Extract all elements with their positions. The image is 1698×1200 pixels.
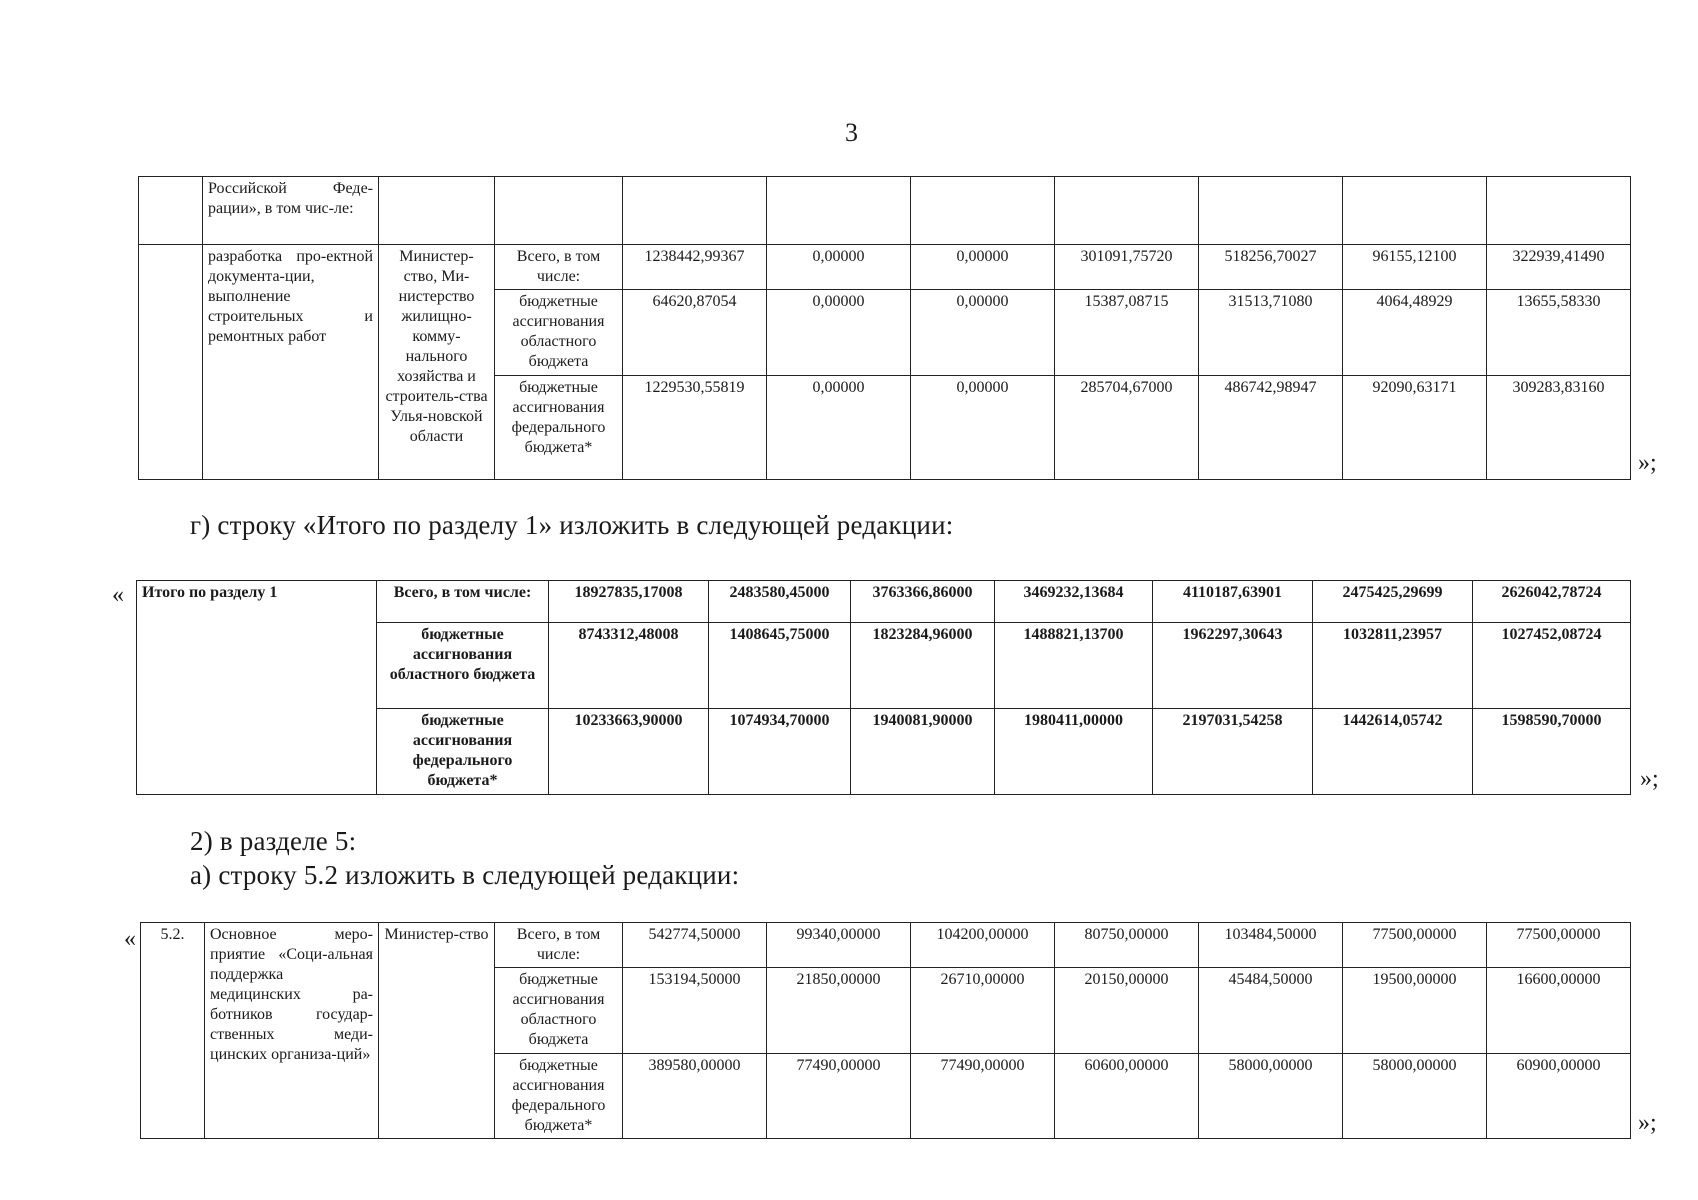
value-cell: 19500,00000: [1343, 968, 1487, 1054]
value-cell: 1940081,90000: [851, 709, 995, 795]
value-cell: 0,00000: [911, 376, 1055, 480]
value-cell: 0,00000: [767, 290, 911, 376]
paragraph-2: 2) в разделе 5:: [190, 826, 357, 856]
table-section1-row: [138, 176, 1631, 480]
paragraph-g: г) строку «Итого по разделу 1» изложить в следующей редакции:: [190, 510, 954, 540]
value-cell: 1408645,75000: [709, 623, 851, 709]
value-cell: 104200,00000: [911, 923, 1055, 968]
category-cell: бюджетные ассигнования областного бюджета: [495, 968, 623, 1054]
value-cell: 20150,00000: [1055, 968, 1199, 1054]
value-cell: 77500,00000: [1487, 923, 1631, 968]
row-name-top: Российской Феде-рации», в том чис-ле:: [203, 177, 379, 245]
value-cell: 103484,50000: [1199, 923, 1343, 968]
value-cell: 45484,50000: [1199, 968, 1343, 1054]
table-section1-total: [136, 580, 1631, 795]
closing-quote: »;: [1640, 766, 1659, 792]
value-cell: 542774,50000: [623, 923, 767, 968]
table-row: [137, 581, 1631, 623]
value-cell: 1032811,23957: [1313, 623, 1473, 709]
executor: Министер-ство, Ми-нистерство жилищно-комму-нального хозяйства и строитель-ства Улья-новской области: [379, 245, 495, 480]
value-cell: 31513,71080: [1199, 290, 1343, 376]
category-cell: Всего, в том числе:: [377, 581, 549, 623]
category-cell: Всего, в том числе:: [495, 245, 623, 290]
value-cell: 4110187,63901: [1153, 581, 1313, 623]
table-row: [141, 923, 1631, 968]
value-cell: 301091,75720: [1055, 245, 1199, 290]
value-cell: 1238442,99367: [623, 245, 767, 290]
value-cell: 285704,67000: [1055, 376, 1199, 480]
value-cell: 309283,83160: [1487, 376, 1631, 480]
closing-quote: »;: [1638, 450, 1657, 476]
value-cell: 486742,98947: [1199, 376, 1343, 480]
value-cell: 13655,58330: [1487, 290, 1631, 376]
total-name: Итого по разделу 1: [137, 581, 377, 795]
row-name: Основное меро-приятие «Соци-альная поддержка медицинских ра-ботников государ-ственных меди-цинских организа-ций»: [205, 923, 379, 1139]
value-cell: 389580,00000: [623, 1054, 767, 1139]
value-cell: 21850,00000: [767, 968, 911, 1054]
value-cell: 96155,12100: [1343, 245, 1487, 290]
value-cell: 99340,00000: [767, 923, 911, 968]
category-cell: Всего, в том числе:: [495, 923, 623, 968]
value-cell: 92090,63171: [1343, 376, 1487, 480]
value-cell: 0,00000: [911, 290, 1055, 376]
value-cell: 15387,08715: [1055, 290, 1199, 376]
category-cell: бюджетные ассигнования федерального бюджета*: [495, 376, 623, 480]
page-number: 3: [845, 118, 858, 147]
closing-quote: »;: [1638, 1110, 1657, 1136]
value-cell: 1442614,05742: [1313, 709, 1473, 795]
value-cell: 0,00000: [911, 245, 1055, 290]
value-cell: 518256,70027: [1199, 245, 1343, 290]
value-cell: 80750,00000: [1055, 923, 1199, 968]
value-cell: 77490,00000: [911, 1054, 1055, 1139]
value-cell: 2483580,45000: [709, 581, 851, 623]
row-name: разработка про-ектной документа-ции, выполнение строительных и ремонтных работ: [203, 245, 379, 480]
category-cell: бюджетные ассигнования областного бюджета: [495, 290, 623, 376]
paragraph-a: а) строку 5.2 изложить в следующей редакции:: [190, 860, 740, 890]
value-cell: 1962297,30643: [1153, 623, 1313, 709]
value-cell: 1823284,96000: [851, 623, 995, 709]
value-cell: 0,00000: [767, 376, 911, 480]
value-cell: 1598590,70000: [1473, 709, 1631, 795]
value-cell: 1074934,70000: [709, 709, 851, 795]
table-row: [139, 245, 1631, 290]
value-cell: 26710,00000: [911, 968, 1055, 1054]
value-cell: 60900,00000: [1487, 1054, 1631, 1139]
value-cell: 2197031,54258: [1153, 709, 1313, 795]
value-cell: 18927835,17008: [549, 581, 709, 623]
executor: Министер-ство: [379, 923, 495, 1139]
value-cell: 153194,50000: [623, 968, 767, 1054]
category-cell: бюджетные ассигнования федерального бюджета*: [495, 1054, 623, 1139]
value-cell: 0,00000: [767, 245, 911, 290]
value-cell: 1488821,13700: [995, 623, 1153, 709]
value-cell: 64620,87054: [623, 290, 767, 376]
opening-quote: «: [124, 926, 136, 952]
value-cell: 1980411,00000: [995, 709, 1153, 795]
row-number: 5.2.: [141, 923, 205, 1139]
value-cell: 58000,00000: [1343, 1054, 1487, 1139]
value-cell: 58000,00000: [1199, 1054, 1343, 1139]
value-cell: 1229530,55819: [623, 376, 767, 480]
opening-quote: «: [112, 582, 124, 608]
value-cell: 2626042,78724: [1473, 581, 1631, 623]
value-cell: 8743312,48008: [549, 623, 709, 709]
value-cell: 10233663,90000: [549, 709, 709, 795]
value-cell: 3763366,86000: [851, 581, 995, 623]
value-cell: 322939,41490: [1487, 245, 1631, 290]
table-row: [139, 177, 1631, 245]
value-cell: 2475425,29699: [1313, 581, 1473, 623]
value-cell: 1027452,08724: [1473, 623, 1631, 709]
value-cell: 4064,48929: [1343, 290, 1487, 376]
value-cell: 16600,00000: [1487, 968, 1631, 1054]
value-cell: 3469232,13684: [995, 581, 1153, 623]
value-cell: 60600,00000: [1055, 1054, 1199, 1139]
value-cell: 77490,00000: [767, 1054, 911, 1139]
category-cell: бюджетные ассигнования областного бюджета: [377, 623, 549, 709]
category-cell: бюджетные ассигнования федерального бюджета*: [377, 709, 549, 795]
table-row-5-2: [140, 922, 1631, 1139]
value-cell: 77500,00000: [1343, 923, 1487, 968]
